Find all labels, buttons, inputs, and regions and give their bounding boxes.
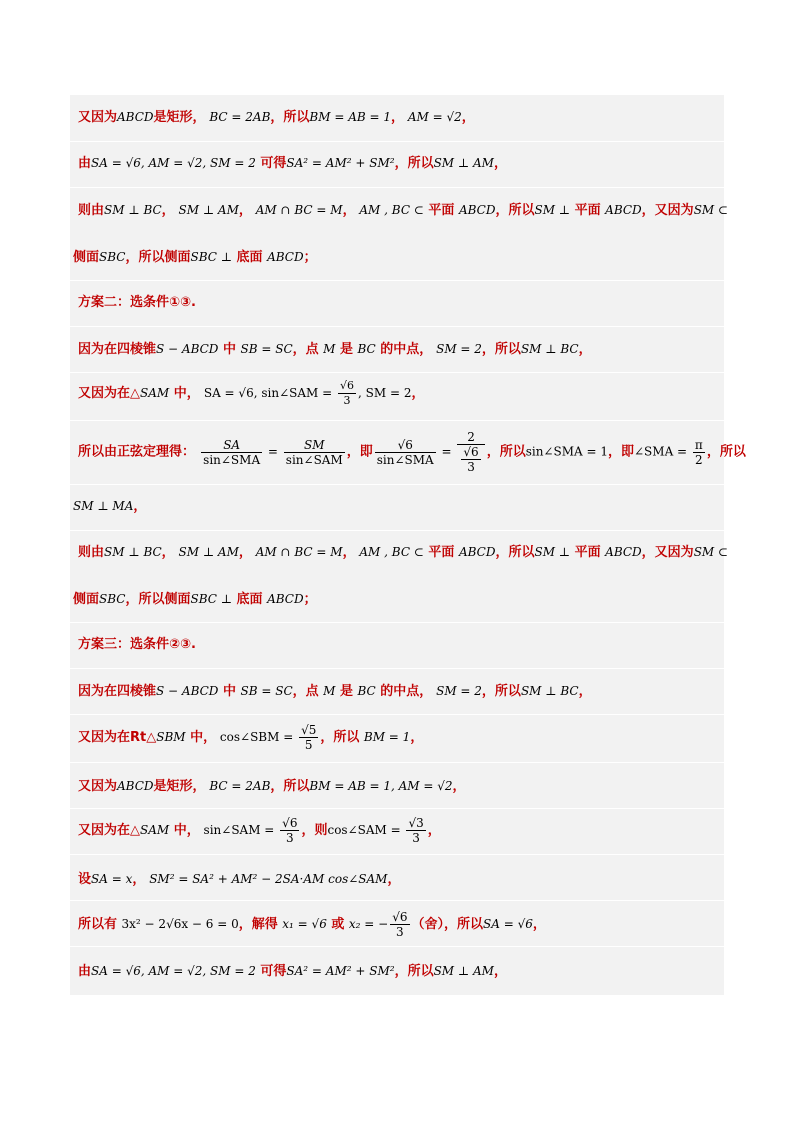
divider (70, 808, 724, 809)
text-fragment: 因为在四棱锥 (78, 684, 157, 699)
math-fragment: SB = SC (240, 342, 293, 356)
text-fragment: ， (238, 545, 252, 560)
math-fragment: SA = √6, AM = √2, SM = 2 (91, 156, 256, 170)
text-fragment: 又因为 (78, 110, 118, 125)
math-fragment: AM , BC ⊂ (355, 203, 424, 217)
math-fragment: x₂ = − (348, 917, 389, 931)
text-line (78, 154, 724, 173)
divider (70, 854, 724, 855)
text-fragment: 平面 (423, 545, 459, 560)
text-fragment: 侧面 (73, 250, 100, 265)
fraction (406, 816, 425, 845)
math-fragment: SBC ⊥ (190, 592, 233, 606)
math-fragment: AM ∩ BC = M (251, 203, 343, 217)
fraction-denominator: 3 (412, 831, 420, 845)
text-fragment: ， (133, 499, 147, 514)
text-line (78, 777, 724, 796)
text-fragment: ， (391, 110, 405, 125)
text-fragment: 中， (169, 386, 200, 401)
math-fragment: ∠SMA = (634, 444, 691, 459)
fraction-numerator: √6 (375, 438, 436, 453)
math-fragment: = (264, 444, 282, 459)
text-fragment: 又因为 (78, 779, 118, 794)
section-heading (78, 294, 724, 312)
text-fragment: 平面 (423, 203, 459, 218)
math-fragment: BM = AB = 1, AM = √2 (309, 779, 453, 793)
math-fragment: SM ⊂ (693, 203, 729, 217)
text-line (78, 543, 729, 562)
text-fragment: 又因为在Rt△ (78, 730, 157, 745)
math-fragment: , SM = 2 (358, 386, 412, 400)
text-line (78, 430, 746, 474)
divider (70, 946, 724, 947)
math-fragment: SM ⊥ BC (104, 203, 162, 217)
text-line (78, 910, 724, 939)
text-fragment: 或 (326, 917, 349, 932)
fraction (201, 438, 262, 467)
math-fragment: 3x² − 2√6x − 6 = 0 (121, 917, 239, 931)
text-line (78, 682, 724, 701)
text-fragment: ，点 (292, 342, 324, 357)
divider (70, 622, 724, 623)
text-fragment: ，即 (607, 444, 634, 460)
text-fragment: ， (493, 156, 507, 171)
text-fragment: 设 (78, 872, 92, 887)
math-fragment: ABCD (605, 545, 642, 559)
fraction-denominator: 3 (285, 831, 294, 845)
math-fragment: SBM (156, 730, 186, 744)
math-fragment: x₁ = √6 (282, 917, 327, 931)
text-fragment: 又因为在△ (78, 386, 140, 401)
math-fragment: SBC (99, 250, 126, 264)
text-line (78, 108, 724, 127)
text-fragment: ，所以 (394, 156, 434, 171)
text-fragment: 的中点， (375, 684, 433, 699)
math-fragment: cos∠SBM = (216, 730, 298, 744)
text-fragment: 中， (185, 730, 217, 745)
text-line (78, 201, 729, 220)
math-fragment: M (323, 684, 336, 698)
text-fragment: 中 (218, 342, 241, 357)
math-fragment: SA² = AM² + SM² (286, 156, 395, 170)
text-fragment: ，所以 (486, 444, 526, 460)
text-line (78, 870, 724, 889)
text-fragment: ， (427, 823, 441, 838)
text-fragment: ，又因为 (641, 545, 694, 560)
text-fragment: 中 (218, 684, 241, 699)
divider (70, 762, 724, 763)
fraction (284, 438, 345, 467)
math-fragment: BC (357, 684, 376, 698)
math-fragment: ABCD (267, 592, 304, 606)
fraction-denominator: sin∠SMA (376, 452, 434, 467)
text-fragment: 底面 (232, 592, 268, 607)
text-fragment: 则由 (78, 545, 105, 560)
text-fragment: ，所以 (394, 964, 434, 979)
text-fragment: 则由 (78, 203, 105, 218)
text-fragment: 可得 (255, 156, 287, 171)
math-fragment: SM ⊥ AM (433, 964, 494, 978)
text-fragment: ，所以 (320, 730, 364, 745)
math-fragment: SA = √6, AM = √2, SM = 2 (91, 964, 256, 978)
text-line (78, 340, 724, 359)
math-fragment: ABCD (117, 779, 154, 793)
text-fragment: 又因为在△ (78, 823, 140, 838)
text-fragment: ，所以 (270, 110, 310, 125)
section-heading (78, 636, 724, 654)
fraction-numerator: 2 (457, 430, 484, 445)
text-line (78, 723, 724, 752)
divider (70, 714, 724, 715)
math-fragment: ABCD (458, 203, 496, 217)
text-fragment: ， (461, 110, 475, 125)
text-fragment: 因为在四棱锥 (78, 342, 157, 357)
math-fragment: BM = 1 (363, 730, 411, 744)
text-fragment: ， (493, 964, 507, 979)
fraction (280, 816, 299, 845)
math-fragment: cos∠SAM = (327, 823, 405, 837)
fraction-denominator: 3 (343, 394, 351, 407)
fraction-numerator: π (694, 437, 703, 452)
text-fragment: 由 (78, 964, 92, 979)
text-fragment: 平面 (570, 203, 606, 218)
fraction-denominator: sin∠SMA (203, 452, 261, 467)
text-fragment: ，点 (292, 684, 324, 699)
text-fragment: 所以由正弦定理得： (78, 444, 196, 460)
divider (70, 420, 724, 421)
text-fragment: ， (161, 203, 175, 218)
fraction (338, 379, 356, 408)
divider (70, 372, 724, 373)
text-fragment: ， (410, 730, 424, 745)
text-fragment: ， (238, 203, 252, 218)
text-fragment: ，则 (301, 823, 328, 838)
fraction (299, 723, 318, 752)
text-fragment: ，所以 (706, 444, 746, 460)
text-fragment: ，又因为 (641, 203, 694, 218)
text-line (78, 816, 724, 845)
text-fragment: 底面 (232, 250, 268, 265)
math-fragment: SM = 2 (432, 684, 482, 698)
math-fragment: ABCD (267, 250, 304, 264)
divider (70, 668, 724, 669)
text-fragment: ，即 (346, 444, 373, 460)
math-fragment: SB = SC (240, 684, 293, 698)
text-fragment: 中， (169, 823, 200, 838)
text-fragment: 平面 (570, 545, 606, 560)
math-fragment: ABCD (605, 203, 642, 217)
text-fragment: ； (303, 592, 317, 607)
math-fragment: SM ⊥ (534, 203, 571, 217)
text-fragment: ，所以 (481, 342, 521, 357)
text-fragment: ， (411, 386, 425, 401)
text-fragment: ，所以侧面 (125, 592, 191, 607)
text-fragment: 方案二：选条件①③. (78, 295, 196, 310)
divider (70, 530, 724, 531)
text-fragment: ，所以 (495, 545, 535, 560)
math-fragment: SBC (99, 592, 126, 606)
fraction (693, 438, 705, 467)
divider (70, 484, 724, 485)
fraction-numerator: √3 (408, 816, 424, 830)
fraction-denominator: 5 (304, 738, 313, 752)
math-fragment: SM ⊥ AM (174, 545, 239, 559)
fraction-numerator: √6 (282, 816, 298, 830)
fraction-numerator: √6 (463, 445, 479, 459)
fraction-denominator (457, 445, 484, 474)
text-fragment: 由 (78, 156, 92, 171)
math-fragment: SA = x (91, 872, 133, 886)
fraction (390, 910, 409, 939)
math-fragment: SAM (140, 386, 170, 400)
text-fragment: 是矩形， (153, 110, 206, 125)
text-fragment: ， (578, 342, 592, 357)
math-fragment: AM , BC ⊂ (355, 545, 424, 559)
math-fragment: SM ⊥ BC (520, 342, 579, 356)
text-fragment: 是矩形， (153, 779, 206, 794)
math-fragment: sin∠SAM = (199, 823, 279, 837)
fraction (457, 430, 484, 474)
text-fragment: 是 (335, 342, 358, 357)
divider (70, 326, 724, 327)
fraction-denominator: 2 (695, 452, 703, 467)
math-fragment: ABCD (117, 110, 154, 124)
math-fragment: BC (357, 342, 376, 356)
fraction-denominator: 3 (396, 925, 404, 939)
text-line (73, 248, 724, 267)
text-line (73, 590, 724, 609)
text-line (78, 962, 724, 981)
text-fragment: ， (342, 203, 356, 218)
fraction-numerator: √5 (301, 723, 317, 737)
math-fragment: SM ⊥ MA (73, 499, 134, 513)
text-fragment: ， (161, 545, 175, 560)
text-fragment: （舍），所以 (411, 917, 484, 932)
fraction (375, 438, 436, 467)
fraction-denominator: 3 (467, 460, 475, 474)
math-fragment: = (437, 444, 456, 459)
text-fragment: ， (452, 779, 466, 794)
text-fragment: ，所以 (495, 203, 535, 218)
text-fragment: ，所以 (481, 684, 521, 699)
fraction-numerator: √6 (339, 379, 354, 392)
math-fragment: SA = √6, sin∠SAM = (203, 386, 336, 400)
fraction-numerator: SA (201, 438, 262, 453)
math-fragment: SA² = AM² + SM² (286, 964, 395, 978)
text-fragment: ， (132, 872, 146, 887)
math-fragment: SM ⊥ BC (520, 684, 579, 698)
text-fragment: ， (578, 684, 592, 699)
math-fragment: BC = 2AB (205, 779, 271, 793)
text-fragment: 的中点， (375, 342, 433, 357)
math-fragment: ABCD (458, 545, 496, 559)
text-fragment: 是 (335, 684, 358, 699)
math-fragment: M (323, 342, 336, 356)
math-fragment: S − ABCD (156, 684, 219, 698)
text-fragment: 所以有 (78, 917, 122, 932)
math-fragment: SM = 2 (432, 342, 482, 356)
text-fragment: 侧面 (73, 592, 100, 607)
math-fragment: SM ⊥ AM (433, 156, 494, 170)
math-fragment: S − ABCD (156, 342, 219, 356)
math-fragment: BM = AB = 1 (309, 110, 391, 124)
divider (70, 187, 724, 188)
math-fragment: SAM (140, 823, 170, 837)
math-fragment: SM ⊥ BC (104, 545, 162, 559)
math-fragment: SM ⊂ (693, 545, 729, 559)
text-fragment: 可得 (255, 964, 287, 979)
fraction-numerator: √6 (392, 910, 408, 924)
math-fragment: SM ⊥ AM (174, 203, 239, 217)
fraction-numerator: SM (284, 438, 345, 453)
text-fragment: ，所以侧面 (125, 250, 191, 265)
divider (70, 900, 724, 901)
math-fragment: SM ⊥ (534, 545, 571, 559)
fraction (461, 445, 480, 474)
text-line (73, 497, 724, 516)
text-fragment: ， (342, 545, 356, 560)
text-fragment: ，解得 (238, 917, 283, 932)
math-fragment: SA = √6 (483, 917, 533, 931)
text-fragment: ，所以 (270, 779, 310, 794)
math-fragment: SBC ⊥ (190, 250, 233, 264)
text-fragment: 方案三：选条件②③. (78, 637, 196, 652)
text-fragment: ， (532, 917, 546, 932)
divider (70, 280, 724, 281)
math-fragment: AM ∩ BC = M (251, 545, 343, 559)
divider (70, 141, 724, 142)
math-fragment: sin∠SMA = 1 (525, 444, 608, 459)
math-fragment: BC = 2AB (205, 110, 271, 124)
math-fragment: AM = √2 (404, 110, 462, 124)
text-line (78, 379, 724, 408)
fraction-denominator: sin∠SAM (285, 452, 343, 467)
math-fragment: SM² = SA² + AM² − 2SA·AM cos∠SAM (145, 872, 388, 886)
text-fragment: ， (387, 872, 401, 887)
text-fragment: ； (303, 250, 317, 265)
